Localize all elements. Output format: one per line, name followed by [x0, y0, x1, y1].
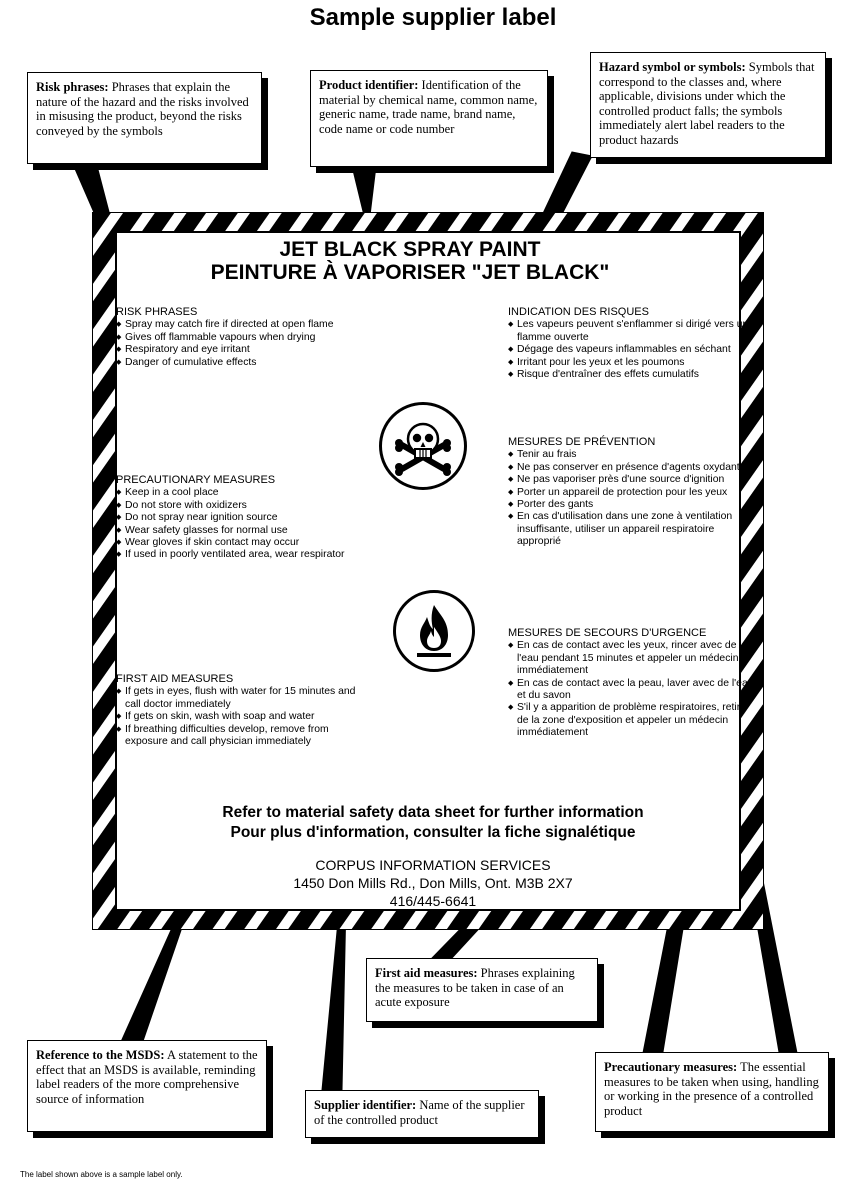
supplier-address: 1450 Don Mills Rd., Don Mills, Ont. M3B 2X7 — [293, 875, 573, 891]
product-title-fr: PEINTURE À VAPORISER "JET BLACK" — [210, 261, 610, 284]
callout-term: Precautionary measures: — [604, 1060, 738, 1074]
first-aid-heading: FIRST AID MEASURES — [116, 673, 234, 685]
list-item: ◆ Porter un appareil de protection pour les yeux — [508, 487, 756, 499]
callout-precautionary-measures — [595, 1052, 829, 1132]
list-item: ◆ If gets in eyes, flush with water for 15 minutes and call doctor immediately — [116, 686, 366, 711]
risk-phrases-section — [116, 306, 364, 369]
callout-text: Phrases explaining the measures to be taken in case of an acute exposure — [375, 966, 575, 1009]
msds-reference-en: Refer to material safety data sheet for further information — [222, 804, 644, 821]
list-item: ◆ Irritant pour les yeux et les poumons — [508, 357, 758, 369]
list-item: ◆ Wear gloves if skin contact may occur — [116, 537, 364, 549]
list-item: ◆ Keep in a cool place — [116, 487, 364, 499]
list-item: ◆ En cas de contact avec les yeux, rincer avec de l'eau pendant 15 minutes et appeler un médecin immédiatement — [508, 640, 756, 677]
callout-text: Identification of the material by chemical name, common name, generic name, trade name, brand name, code name or code number — [319, 78, 538, 136]
list-item: ◆ Respiratory and eye irritant — [116, 344, 364, 356]
supplier-phone: 416/445-6641 — [389, 893, 477, 909]
callout-risk-phrases — [27, 72, 262, 164]
callout-first-aid — [366, 958, 598, 1022]
callout-msds-reference — [27, 1040, 267, 1132]
list-item: ◆ If breathing difficulties develop, remove from exposure and call physician immediately — [116, 724, 366, 749]
footnote: The label shown above is a sample label only. — [20, 1170, 183, 1179]
mesures-prevention-section — [508, 436, 756, 549]
precautionary-measures-section — [116, 474, 364, 562]
callout-term: First aid measures: — [375, 966, 478, 980]
list-item: ◆ Porter des gants — [508, 499, 756, 511]
mesures-prevention-heading: MESURES DE PRÉVENTION — [508, 436, 656, 448]
list-item: ◆ En cas d'utilisation dans une zone à ventilation insuffisante, utiliser un appareil respiratoire approprié — [508, 511, 756, 548]
list-item: ◆ Do not spray near ignition source — [116, 512, 364, 524]
callout-text: Phrases that explain the nature of the hazard and the risks involved in misusing the product, beyond the risks conveyed by the symbols — [36, 80, 249, 138]
list-item: ◆ If gets on skin, wash with soap and water — [116, 711, 366, 723]
flame-icon — [393, 590, 475, 672]
supplier-name: CORPUS INFORMATION SERVICES — [315, 857, 551, 873]
mesures-secours-heading: MESURES DE SECOURS D'URGENCE — [508, 627, 707, 639]
list-item: ◆ S'il y a apparition de problème respiratoires, retire de la zone d'exposition et appeler un médecin immédiatement — [508, 702, 756, 739]
list-item: ◆ Risque d'entraîner des effets cumulatifs — [508, 369, 758, 381]
product-title-en: JET BLACK SPRAY PAINT — [279, 238, 541, 261]
first-aid-section — [116, 673, 366, 748]
list-item: ◆ Danger of cumulative effects — [116, 357, 364, 369]
list-item: ◆ If used in poorly ventilated area, wear respirator — [116, 549, 364, 561]
list-item: ◆ Ne pas conserver en présence d'agents oxydants — [508, 462, 756, 474]
list-item: ◆ Do not store with oxidizers — [116, 500, 364, 512]
mesures-secours-section — [508, 627, 756, 740]
list-item: ◆ Dégage des vapeurs inflammables en séchant — [508, 344, 758, 356]
list-item: ◆ Les vapeurs peuvent s'enflammer si dirigé vers une flamme ouverte — [508, 319, 758, 344]
callout-term: Hazard symbol or symbols: — [599, 60, 746, 74]
indication-risques-section — [508, 306, 758, 381]
list-item: ◆ En cas de contact avec la peau, laver avec de l'eau et du savon — [508, 678, 756, 703]
risk-phrases-heading: RISK PHRASES — [116, 306, 198, 318]
callout-text: A statement to the effect that an MSDS is available, reminding label readers of the more comprehensive source of information — [36, 1048, 258, 1106]
list-item: ◆ Ne pas vaporiser près d'une source d'ignition — [508, 474, 756, 486]
list-item: ◆ Tenir au frais — [508, 449, 756, 461]
callout-text: Symbols that correspond to the classes and, where applicable, divisions under which the controlled product falls; the symbols immediately alert label readers to the product hazards — [599, 60, 815, 147]
callout-term: Risk phrases: — [36, 80, 109, 94]
callout-term: Product identifier: — [319, 78, 419, 92]
list-item: ◆ Wear safety glasses for normal use — [116, 525, 364, 537]
callout-supplier-identifier — [305, 1090, 539, 1138]
callout-product-identifier — [310, 70, 548, 167]
skull-and-crossbones-icon — [379, 402, 467, 490]
callout-term: Reference to the MSDS: — [36, 1048, 165, 1062]
callout-text: The essential measures to be taken when using, handling or working in the presence of a controlled product — [604, 1060, 819, 1118]
callout-term: Supplier identifier: — [314, 1098, 417, 1112]
indication-risques-heading: INDICATION DES RISQUES — [508, 306, 649, 318]
msds-reference-fr: Pour plus d'information, consulter la fiche signalétique — [230, 824, 636, 841]
precautionary-heading: PRECAUTIONARY MEASURES — [116, 474, 276, 486]
callout-text: Name of the supplier of the controlled product — [314, 1098, 525, 1127]
list-item: ◆ Spray may catch fire if directed at open flame — [116, 319, 364, 331]
callout-hazard-symbols — [590, 52, 826, 158]
page-title: Sample supplier label — [309, 4, 557, 31]
list-item: ◆ Gives off flammable vapours when drying — [116, 332, 364, 344]
